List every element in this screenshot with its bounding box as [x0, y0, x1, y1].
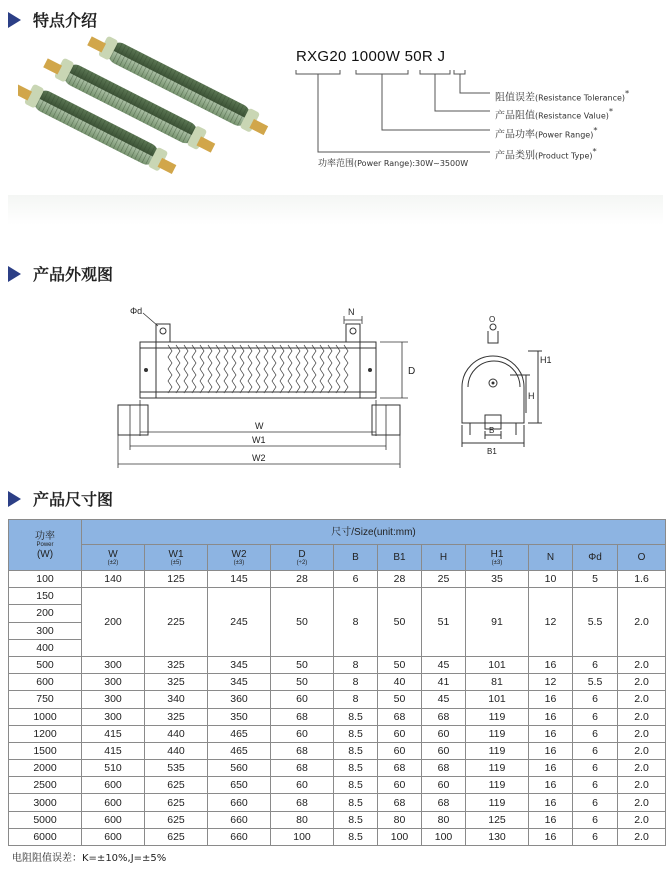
table-cell: 8.5 [334, 725, 378, 742]
table-cell: 245 [208, 588, 271, 657]
front-view-drawing [100, 300, 420, 475]
table-cell: 6 [573, 777, 618, 794]
table-cell: 125 [145, 571, 208, 588]
table-cell: 1500 [9, 742, 82, 759]
table-cell: 360 [208, 691, 271, 708]
table-cell: 2.0 [618, 811, 666, 828]
photo-reflection [8, 195, 663, 225]
tolerance-note: 电阻阻值误差：K=±10%,J=±5% [12, 853, 167, 864]
table-cell: 2.0 [618, 777, 666, 794]
table-cell: 28 [271, 571, 334, 588]
product-photo [18, 35, 273, 200]
table-cell: 625 [145, 777, 208, 794]
section-title-text: 特点介绍 [33, 11, 98, 30]
table-cell: 16 [529, 811, 573, 828]
table-cell: 68 [378, 760, 422, 777]
table-row [9, 571, 666, 588]
column-header: W (±2) [82, 545, 145, 571]
coil-pattern [168, 345, 348, 393]
table-cell: 68 [271, 794, 334, 811]
table-cell: 8.5 [334, 794, 378, 811]
column-header: B [334, 545, 378, 571]
table-cell: 28 [378, 571, 422, 588]
table-cell: 119 [466, 794, 529, 811]
table-row [9, 725, 666, 742]
table-cell: 25 [422, 571, 466, 588]
table-cell: 60 [422, 742, 466, 759]
table-cell: 6 [334, 571, 378, 588]
table-cell: 8 [334, 674, 378, 691]
table-cell: 200 [82, 588, 145, 657]
table-row [9, 811, 666, 828]
table-cell: 2.0 [618, 691, 666, 708]
table-cell: 119 [466, 708, 529, 725]
table-cell: 8.5 [334, 811, 378, 828]
table-cell: 750 [9, 691, 82, 708]
table-cell: 140 [82, 571, 145, 588]
table-cell: 440 [145, 725, 208, 742]
section-title-text: 产品尺寸图 [33, 490, 114, 509]
table-cell: 625 [145, 828, 208, 845]
table-cell: 200 [9, 605, 82, 622]
table-cell: 2.0 [618, 708, 666, 725]
table-cell: 130 [466, 828, 529, 845]
annotation-type: 产品类别(Product Type)* [495, 146, 597, 162]
triangle-bullet-icon [8, 266, 21, 282]
table-cell: 16 [529, 777, 573, 794]
table-cell: 60 [271, 725, 334, 742]
model-code-brackets [290, 68, 490, 168]
table-cell: 660 [208, 828, 271, 845]
table-cell: 2.0 [618, 656, 666, 673]
table-cell: 325 [145, 674, 208, 691]
table-row [9, 742, 666, 759]
table-cell: 5.5 [573, 674, 618, 691]
table-row [9, 588, 666, 605]
table-cell: 60 [422, 725, 466, 742]
label-h: H [528, 391, 535, 401]
table-cell: 16 [529, 828, 573, 845]
table-cell: 6 [573, 811, 618, 828]
table-cell: 8 [334, 656, 378, 673]
table-cell: 80 [271, 811, 334, 828]
table-row [9, 708, 666, 725]
label-phi-d: Φd [130, 306, 143, 316]
table-cell: 119 [466, 777, 529, 794]
table-cell: 650 [208, 777, 271, 794]
table-cell: 560 [208, 760, 271, 777]
table-row [9, 656, 666, 673]
table-cell: 16 [529, 794, 573, 811]
label-d: D [408, 366, 416, 377]
table-cell: 6 [573, 725, 618, 742]
column-header: D (÷2) [271, 545, 334, 571]
table-cell: 535 [145, 760, 208, 777]
table-cell: 2.0 [618, 725, 666, 742]
column-header: W2 (±3) [208, 545, 271, 571]
size-header: 尺寸/Size(unit:mm) [82, 520, 666, 545]
table-cell: 600 [82, 828, 145, 845]
table-cell: 345 [208, 674, 271, 691]
table-cell: 68 [422, 794, 466, 811]
table-cell: 60 [378, 742, 422, 759]
table-cell: 8.5 [334, 742, 378, 759]
table-cell: 2.0 [618, 794, 666, 811]
table-cell: 60 [422, 777, 466, 794]
table-cell: 600 [82, 811, 145, 828]
column-header: Φd [573, 545, 618, 571]
table-cell: 6 [573, 794, 618, 811]
table-cell: 300 [9, 622, 82, 639]
column-header: O [618, 545, 666, 571]
table-cell: 68 [271, 760, 334, 777]
side-view-drawing [450, 315, 560, 455]
triangle-bullet-icon [8, 12, 21, 28]
table-cell: 101 [466, 691, 529, 708]
table-cell: 80 [422, 811, 466, 828]
annotation-tolerance: 阻值误差(Resistance Tolerance)* [495, 88, 630, 104]
table-cell: 2.0 [618, 760, 666, 777]
table-cell: 50 [271, 674, 334, 691]
table-cell: 325 [145, 708, 208, 725]
table-cell: 16 [529, 708, 573, 725]
table-row [9, 828, 666, 845]
table-cell: 440 [145, 742, 208, 759]
power-header: 功率 Power (W) [9, 520, 82, 571]
column-header: B1 [378, 545, 422, 571]
table-cell: 1.6 [618, 571, 666, 588]
table-cell: 119 [466, 760, 529, 777]
table-cell: 600 [9, 674, 82, 691]
table-cell: 600 [82, 794, 145, 811]
table-cell: 81 [466, 674, 529, 691]
table-cell: 145 [208, 571, 271, 588]
table-cell: 101 [466, 656, 529, 673]
table-cell: 500 [9, 656, 82, 673]
table-cell: 50 [271, 656, 334, 673]
table-cell: 100 [9, 571, 82, 588]
table-cell: 16 [529, 760, 573, 777]
table-cell: 60 [378, 725, 422, 742]
table-row [9, 777, 666, 794]
table-cell: 465 [208, 725, 271, 742]
table-cell: 50 [378, 691, 422, 708]
table-cell: 5.5 [573, 588, 618, 657]
table-cell: 6 [573, 708, 618, 725]
section-title-text: 产品外观图 [33, 265, 114, 284]
table-cell: 68 [422, 708, 466, 725]
table-cell: 8.5 [334, 777, 378, 794]
annotation-power-range: 功率范围(Power Range):30W~3500W [318, 159, 469, 169]
column-header: W1 (±5) [145, 545, 208, 571]
table-cell: 300 [82, 656, 145, 673]
table-cell: 12 [529, 674, 573, 691]
section-title-dimensions [8, 487, 113, 510]
table-cell: 415 [82, 725, 145, 742]
table-cell: 625 [145, 794, 208, 811]
table-row [9, 760, 666, 777]
table-cell: 68 [271, 708, 334, 725]
spec-table [8, 519, 666, 846]
table-cell: 100 [422, 828, 466, 845]
table-cell: 50 [271, 588, 334, 657]
table-cell: 400 [9, 639, 82, 656]
table-row [9, 674, 666, 691]
table-cell: 68 [378, 708, 422, 725]
table-cell: 8.5 [334, 760, 378, 777]
table-cell: 2.0 [618, 742, 666, 759]
column-header: H [422, 545, 466, 571]
table-cell: 600 [82, 777, 145, 794]
column-header: N [529, 545, 573, 571]
label-h1: H1 [540, 355, 552, 365]
label-w1: W1 [252, 435, 266, 445]
table-cell: 12 [529, 588, 573, 657]
table-cell: 3000 [9, 794, 82, 811]
table-cell: 6 [573, 760, 618, 777]
table-cell: 16 [529, 725, 573, 742]
table-cell: 50 [378, 656, 422, 673]
table-cell: 5 [573, 571, 618, 588]
table-cell: 51 [422, 588, 466, 657]
table-cell: 68 [271, 742, 334, 759]
label-o: O [489, 315, 496, 324]
table-cell: 2.0 [618, 674, 666, 691]
table-cell: 300 [82, 674, 145, 691]
table-cell: 1000 [9, 708, 82, 725]
table-cell: 660 [208, 794, 271, 811]
table-cell: 6 [573, 656, 618, 673]
table-row [9, 794, 666, 811]
annotation-value: 产品阻值(Resistance Value)* [495, 106, 614, 122]
table-cell: 150 [9, 588, 82, 605]
triangle-bullet-icon [8, 491, 21, 507]
table-cell: 8.5 [334, 828, 378, 845]
table-cell: 6 [573, 691, 618, 708]
table-cell: 100 [378, 828, 422, 845]
table-cell: 225 [145, 588, 208, 657]
table-cell: 660 [208, 811, 271, 828]
table-cell: 1200 [9, 725, 82, 742]
table-cell: 345 [208, 656, 271, 673]
table-cell: 8 [334, 691, 378, 708]
table-cell: 16 [529, 656, 573, 673]
table-cell: 50 [378, 588, 422, 657]
annotation-power: 产品功率(Power Range)* [495, 125, 598, 141]
table-cell: 10 [529, 571, 573, 588]
table-cell: 8 [334, 588, 378, 657]
table-cell: 350 [208, 708, 271, 725]
table-cell: 16 [529, 742, 573, 759]
table-cell: 45 [422, 656, 466, 673]
table-cell: 60 [271, 691, 334, 708]
model-code: RXG20 1000W 50R J [296, 48, 446, 65]
table-cell: 8.5 [334, 708, 378, 725]
table-cell: 325 [145, 656, 208, 673]
table-cell: 91 [466, 588, 529, 657]
table-cell: 625 [145, 811, 208, 828]
table-cell: 2.0 [618, 588, 666, 657]
label-b1: B1 [487, 447, 497, 455]
table-cell: 2000 [9, 760, 82, 777]
label-w: W [255, 421, 264, 431]
table-cell: 68 [422, 760, 466, 777]
table-cell: 125 [466, 811, 529, 828]
label-w2: W2 [252, 453, 266, 463]
table-cell: 6 [573, 828, 618, 845]
table-cell: 60 [378, 777, 422, 794]
table-cell: 119 [466, 742, 529, 759]
table-row [9, 691, 666, 708]
label-n: N [348, 307, 355, 317]
table-cell: 60 [271, 777, 334, 794]
table-cell: 510 [82, 760, 145, 777]
table-cell: 35 [466, 571, 529, 588]
table-cell: 41 [422, 674, 466, 691]
table-cell: 5000 [9, 811, 82, 828]
table-cell: 340 [145, 691, 208, 708]
table-cell: 45 [422, 691, 466, 708]
table-cell: 415 [82, 742, 145, 759]
section-title-features [8, 8, 97, 31]
table-cell: 16 [529, 691, 573, 708]
table-cell: 300 [82, 708, 145, 725]
table-cell: 100 [271, 828, 334, 845]
table-cell: 80 [378, 811, 422, 828]
column-header: H1 (±3) [466, 545, 529, 571]
table-cell: 465 [208, 742, 271, 759]
table-cell: 300 [82, 691, 145, 708]
table-cell: 119 [466, 725, 529, 742]
label-b: B [489, 426, 495, 435]
table-cell: 6 [573, 742, 618, 759]
table-cell: 2.0 [618, 828, 666, 845]
table-cell: 6000 [9, 828, 82, 845]
table-cell: 68 [378, 794, 422, 811]
table-cell: 40 [378, 674, 422, 691]
section-title-appearance [8, 262, 113, 285]
table-cell: 2500 [9, 777, 82, 794]
